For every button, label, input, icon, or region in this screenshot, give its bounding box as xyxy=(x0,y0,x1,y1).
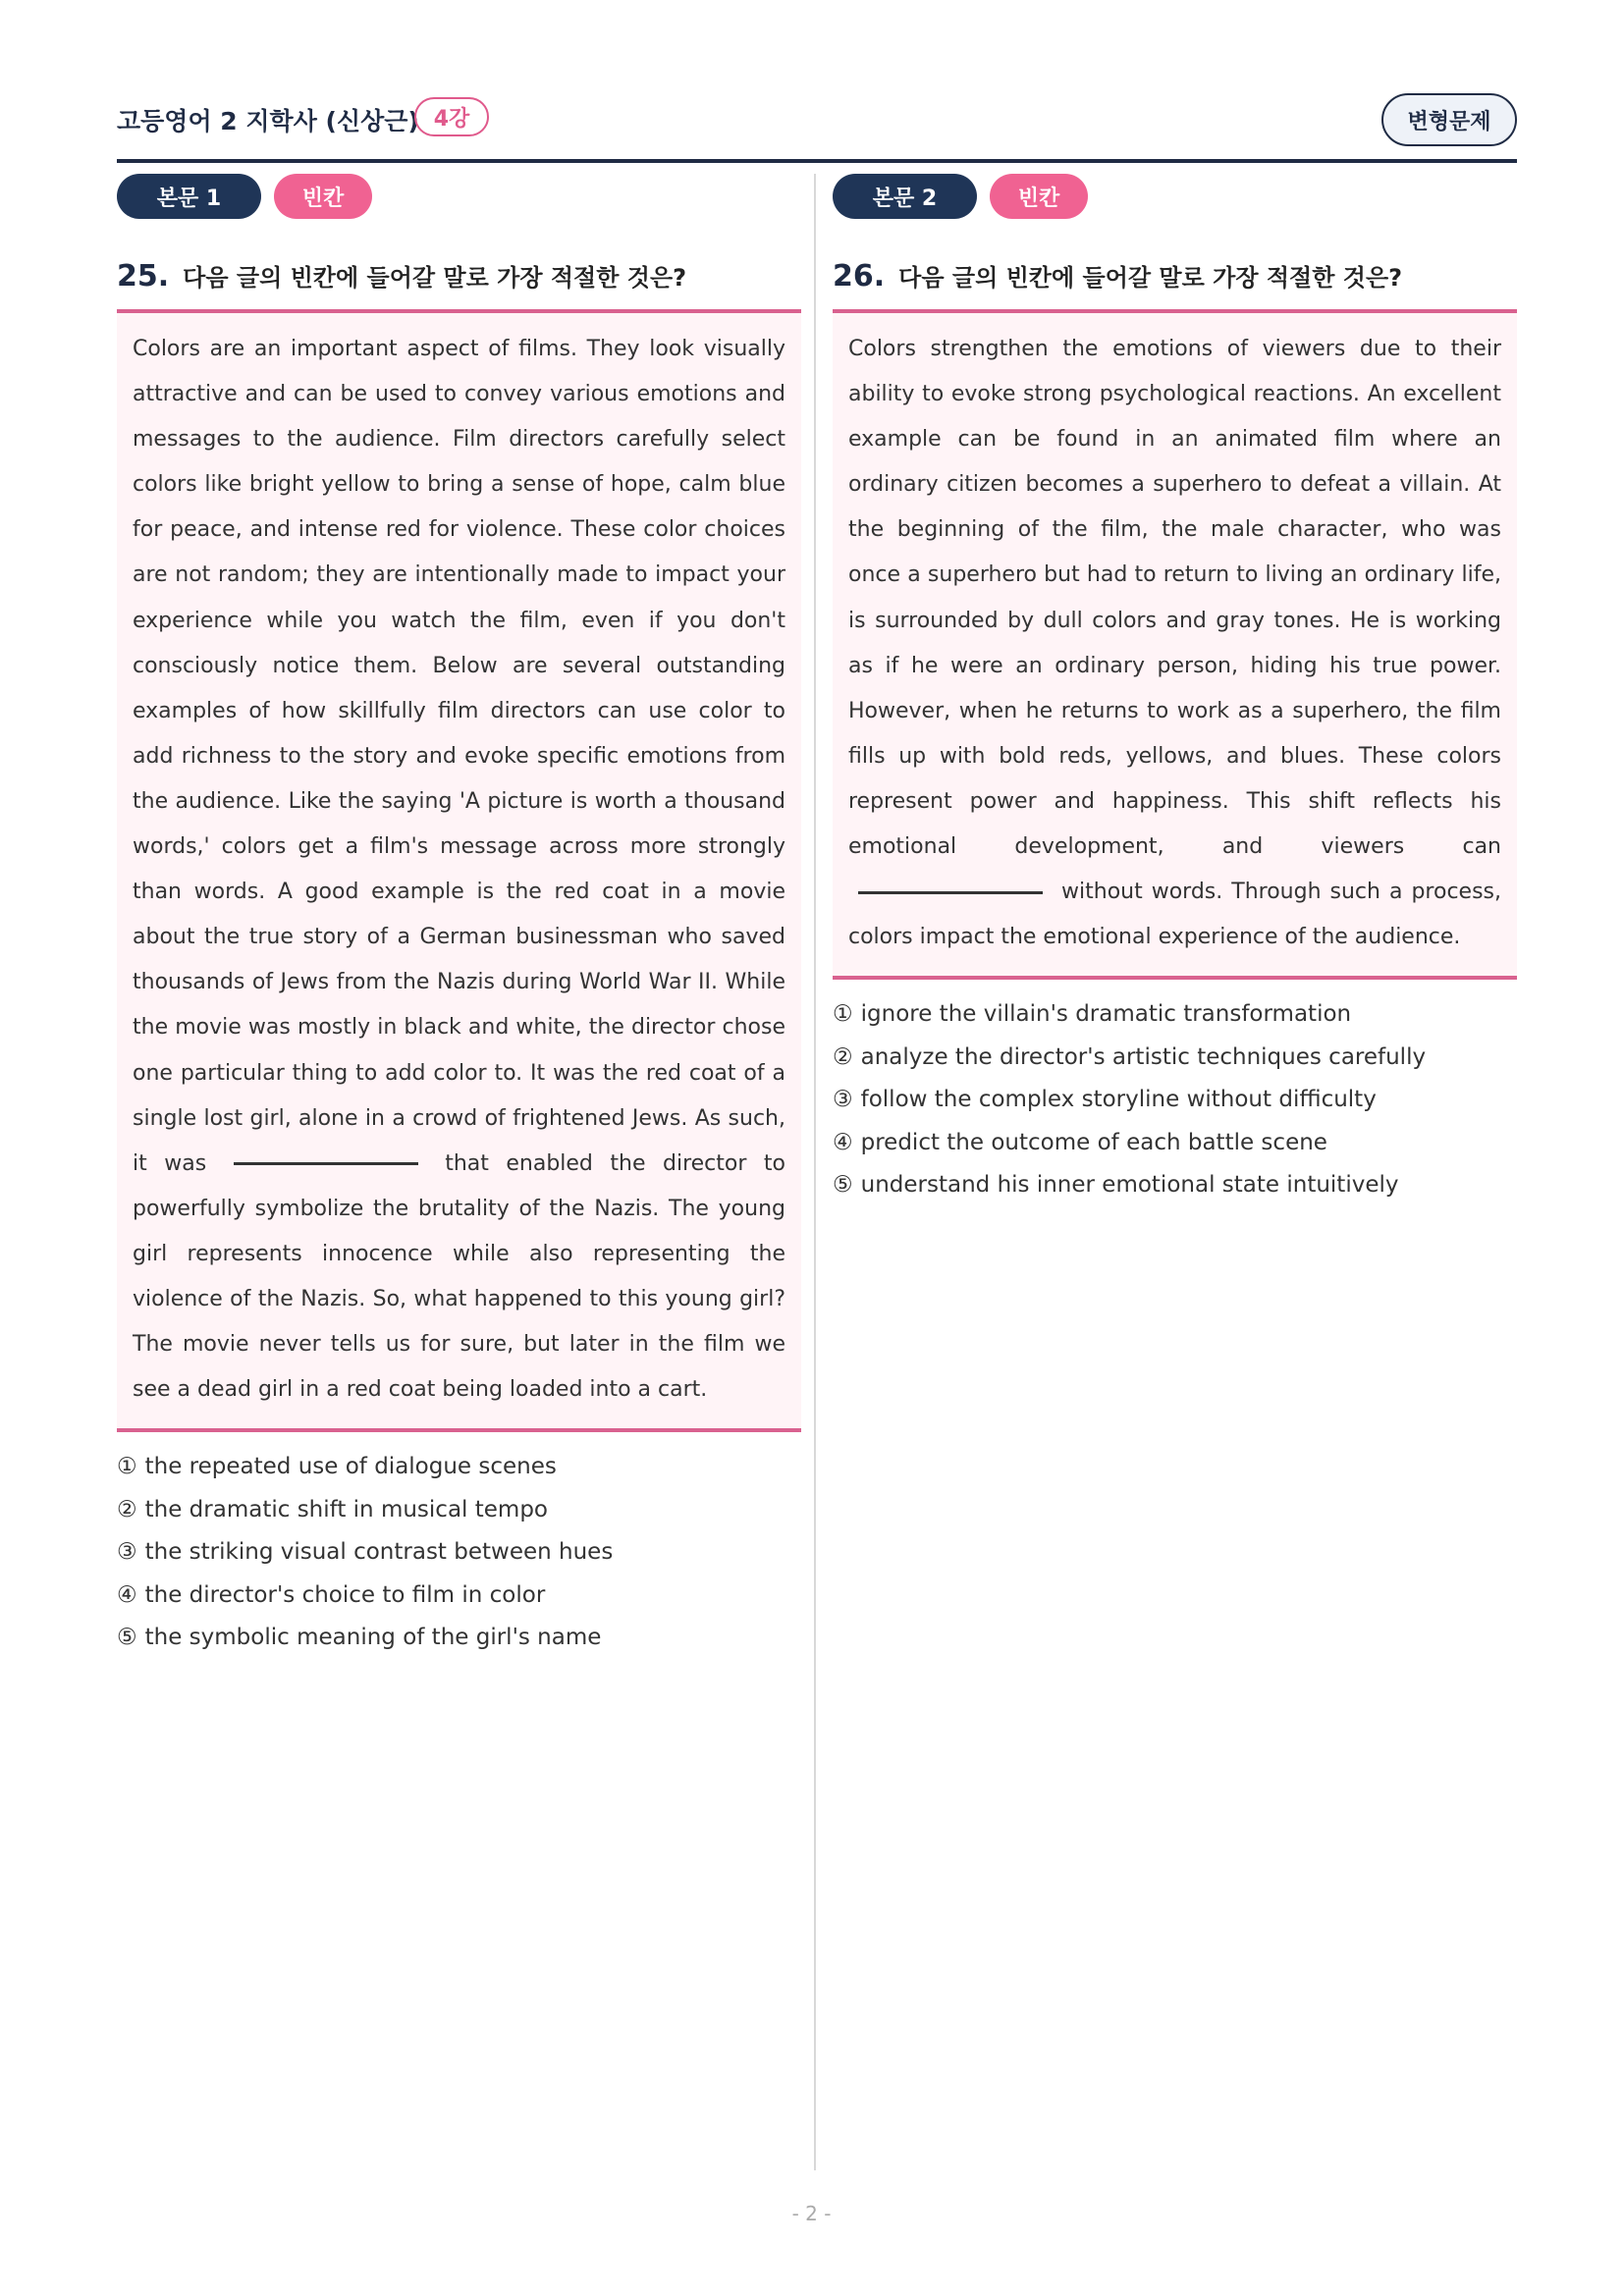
passage-box xyxy=(833,309,1517,980)
question-title xyxy=(117,258,801,297)
passage-text-before-blank: Colors strengthen the emotions of viewers due to their ability to evoke strong psychological reactions. An excellent example can be found in an animated film where an ordinary citizen becomes a superhero to defeat a villain. At the beginning of the film, the male character, who was once a superhero but had to return to living an ordinary life, is surrounded by dull colors and gray tones. He is working as if he were an ordinary person, hiding his true power. However, when he returns to work as a superhero, the film fills up with bold reds, yellows, and blues. These colors represent power and happiness. This shift reflects his emotional development, and viewers can xyxy=(848,337,1501,860)
passage-box xyxy=(117,309,801,1432)
choice-number: ③ xyxy=(833,1087,853,1113)
blank-tag: 빈칸 xyxy=(990,174,1088,219)
choice-number: ② xyxy=(117,1496,137,1522)
blank-line xyxy=(234,1162,418,1165)
choice-text: the director's choice to film in color xyxy=(144,1581,546,1608)
choice-item[interactable] xyxy=(117,1617,801,1660)
choice-item[interactable] xyxy=(833,1079,1517,1122)
page-header xyxy=(117,94,1517,163)
tags-row xyxy=(833,174,1517,221)
blank-line xyxy=(858,891,1043,894)
question-25-column xyxy=(117,174,801,1660)
choice-number: ⑤ xyxy=(833,1172,853,1199)
column-divider xyxy=(814,174,816,2170)
choice-text: ignore the villain's dramatic transformation xyxy=(860,1001,1352,1028)
choice-text: the symbolic meaning of the girl's name xyxy=(144,1625,602,1651)
question-prompt: 다음 글의 빈칸에 들어갈 말로 가장 적절한 것은? xyxy=(183,264,687,292)
choice-item[interactable] xyxy=(833,1164,1517,1207)
question-number: 26. xyxy=(833,259,886,294)
choice-number: ① xyxy=(117,1454,137,1480)
passage-text-before-blank: Colors are an important aspect of films. They look visually attractive and can be used to convey various emotions and messages to the audience. Film directors carefully select colors like bright yellow to bring a sense of hope, calm blue for peace, and intense red for violence. These color choices are not random; they are intentionally made to impact your experience while you watch the film, even if you don't consciously notice them. Below are several outstanding examples of how skillfully film directors can use color to add richness to the story and evoke specific emotions from the audience. Like the saying 'A picture is worth a thousand words,' colors get a film's message across more strongly than words. A good example is the red coat in a movie about the true story of a German businessman who saved thousands of Jews from the Nazis during World War II. While the movie was mostly in black and white, the director chose one particular thing to add color to. It was the red coat of a single lost girl, alone in a crowd of frightened Jews. As such, it was xyxy=(133,337,785,1176)
question-26-column xyxy=(833,174,1517,1207)
choice-item[interactable] xyxy=(833,1122,1517,1165)
question-type-badge: 변형문제 xyxy=(1381,93,1517,146)
tags-row xyxy=(117,174,801,221)
passage-tag: 본문 1 xyxy=(117,174,261,219)
passage-text-after-blank: without words. Through such a process, colors impact the emotional experience of the audience. xyxy=(848,880,1501,950)
choice-text: analyze the director's artistic techniques carefully xyxy=(860,1043,1427,1070)
choice-number: ③ xyxy=(117,1539,137,1566)
choice-text: understand his inner emotional state intuitively xyxy=(860,1172,1399,1199)
choice-item[interactable] xyxy=(117,1489,801,1532)
passage-text xyxy=(133,327,785,1413)
passage-text xyxy=(848,327,1501,960)
answer-choices xyxy=(833,993,1517,1207)
lesson-badge: 4강 xyxy=(414,97,489,136)
question-title xyxy=(833,258,1517,297)
page-number: - 2 - xyxy=(791,2202,832,2225)
choice-text: predict the outcome of each battle scene xyxy=(860,1129,1327,1155)
choice-text: the repeated use of dialogue scenes xyxy=(144,1454,557,1480)
choice-number: ④ xyxy=(117,1581,137,1608)
question-number: 25. xyxy=(117,259,170,294)
choice-item[interactable] xyxy=(117,1446,801,1489)
passage-tag: 본문 2 xyxy=(833,174,977,219)
blank-tag: 빈칸 xyxy=(274,174,372,219)
choice-number: ⑤ xyxy=(117,1625,137,1651)
question-prompt: 다음 글의 빈칸에 들어갈 말로 가장 적절한 것은? xyxy=(898,264,1403,292)
choice-item[interactable] xyxy=(833,1037,1517,1080)
choice-number: ④ xyxy=(833,1129,853,1155)
choice-number: ② xyxy=(833,1043,853,1070)
choice-item[interactable] xyxy=(117,1575,801,1618)
choice-text: the striking visual contrast between hues xyxy=(144,1539,614,1566)
choice-item[interactable] xyxy=(117,1531,801,1575)
choice-item[interactable] xyxy=(833,993,1517,1037)
choice-text: follow the complex storyline without difficulty xyxy=(860,1087,1377,1113)
choice-number: ① xyxy=(833,1001,853,1028)
book-title: 고등영어 2 지학사 (신상근) xyxy=(117,107,419,135)
choice-text: the dramatic shift in musical tempo xyxy=(144,1496,548,1522)
answer-choices xyxy=(117,1446,801,1660)
passage-text-after-blank: that enabled the director to powerfully symbolize the brutality of the Nazis. The young girl represents innocence while also representing the violence of the Nazis. So, what happened to this young girl? The movie never tells us for sure, but later in the film we see a dead girl in a red coat being loaded into a cart. xyxy=(133,1150,785,1403)
